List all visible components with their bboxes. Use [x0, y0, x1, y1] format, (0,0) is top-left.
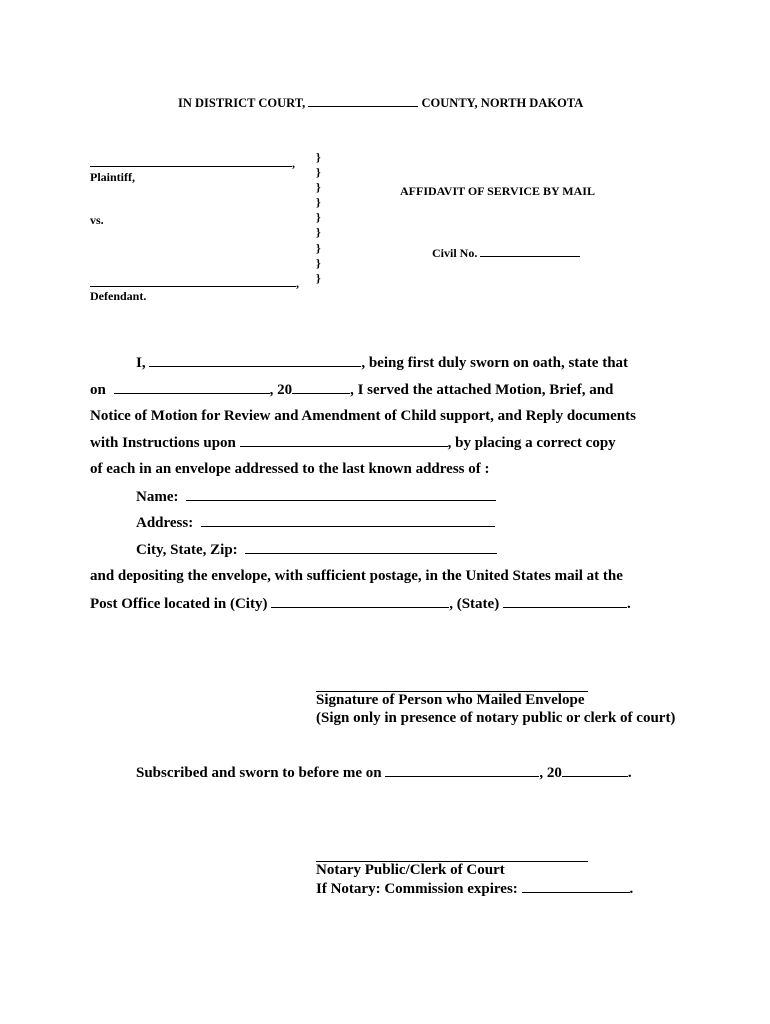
- body-text: , by placing a correct copy: [447, 435, 616, 451]
- body-text: , being first duly sworn on oath, state that: [361, 355, 629, 371]
- brace: }: [316, 195, 321, 210]
- brace: }: [316, 225, 321, 240]
- subscribed-line: [136, 764, 632, 782]
- body-line-2: [90, 381, 613, 399]
- defendant-name-blank[interactable]: [90, 274, 296, 287]
- service-year-blank[interactable]: [292, 381, 350, 394]
- post-office-state-blank[interactable]: [503, 595, 627, 608]
- notary-title: Notary Public/Clerk of Court: [316, 862, 505, 878]
- city-line: [136, 541, 497, 559]
- commission-label: If Notary: Commission expires:: [316, 881, 518, 897]
- brace: }: [316, 150, 321, 164]
- brace: }: [316, 165, 321, 180]
- county-blank[interactable]: [308, 94, 418, 107]
- address-line: [136, 514, 495, 532]
- service-date-blank[interactable]: [114, 381, 270, 394]
- brace: }: [316, 255, 321, 270]
- civil-no-label: Civil No.: [432, 246, 478, 260]
- body-line-10: [90, 595, 631, 613]
- brace: }: [316, 180, 321, 195]
- defendant-comma: ,: [296, 276, 299, 290]
- commission-line: [316, 880, 633, 898]
- plaintiff-comma: ,: [292, 156, 295, 170]
- subscribed-text: Subscribed and sworn to before me on: [136, 765, 382, 781]
- court-suffix: COUNTY, NORTH DAKOTA: [421, 96, 584, 110]
- plaintiff-label: Plaintiff,: [90, 170, 135, 184]
- served-party-blank[interactable]: [240, 434, 448, 447]
- name-blank[interactable]: [186, 488, 496, 501]
- body-line-9: and depositing the envelope, with sufficient postage, in the United States mail at the: [90, 568, 623, 584]
- body-text: with Instructions upon: [90, 435, 236, 451]
- name-label: Name:: [136, 489, 179, 505]
- body-text: I,: [136, 355, 146, 371]
- brace: }: [316, 240, 321, 255]
- subscribed-date-blank[interactable]: [385, 764, 539, 777]
- subscribed-year-prefix: , 20: [539, 765, 562, 781]
- caption-braces: [316, 150, 321, 286]
- body-line-5: of each in an envelope addressed to the last known address of :: [90, 461, 490, 477]
- address-label: Address:: [136, 515, 194, 531]
- name-line: [136, 488, 496, 506]
- body-text: Post Office located in (City): [90, 596, 268, 612]
- vs-label: vs.: [90, 213, 104, 227]
- plaintiff-name-blank[interactable]: [90, 154, 292, 167]
- body-line-4: [90, 434, 616, 452]
- address-blank[interactable]: [201, 514, 495, 527]
- subscribed-year-blank[interactable]: [562, 764, 628, 777]
- brace: }: [316, 270, 321, 285]
- subscribed-period: .: [627, 765, 632, 781]
- commission-period: .: [629, 881, 634, 897]
- brace: }: [316, 210, 321, 225]
- body-line-3: Notice of Motion for Review and Amendment of Child support, and Reply documents: [90, 408, 636, 424]
- body-line-1: [136, 354, 628, 372]
- court-prefix: IN DISTRICT COURT,: [178, 96, 306, 110]
- defendant-label: Defendant.: [90, 289, 147, 303]
- body-text: on: [90, 382, 106, 398]
- court-header: [178, 94, 583, 111]
- document-title: AFFIDAVIT OF SERVICE BY MAIL: [400, 184, 595, 198]
- body-text: , 20: [269, 382, 293, 398]
- city-state-zip-blank[interactable]: [245, 541, 497, 554]
- affiant-name-blank[interactable]: [149, 354, 361, 367]
- plaintiff-line: [90, 154, 295, 171]
- post-office-city-blank[interactable]: [271, 595, 449, 608]
- body-text: .: [626, 596, 631, 612]
- civil-no-line: [432, 244, 580, 261]
- city-label: City, State, Zip:: [136, 542, 238, 558]
- civil-no-blank[interactable]: [480, 244, 580, 257]
- signature-note: (Sign only in presence of notary public or clerk of court): [316, 710, 676, 726]
- body-text: , I served the attached Motion, Brief, and: [350, 382, 614, 398]
- body-text: , (State): [449, 596, 500, 612]
- signature-title: Signature of Person who Mailed Envelope: [316, 692, 585, 708]
- commission-expiry-blank[interactable]: [522, 880, 630, 893]
